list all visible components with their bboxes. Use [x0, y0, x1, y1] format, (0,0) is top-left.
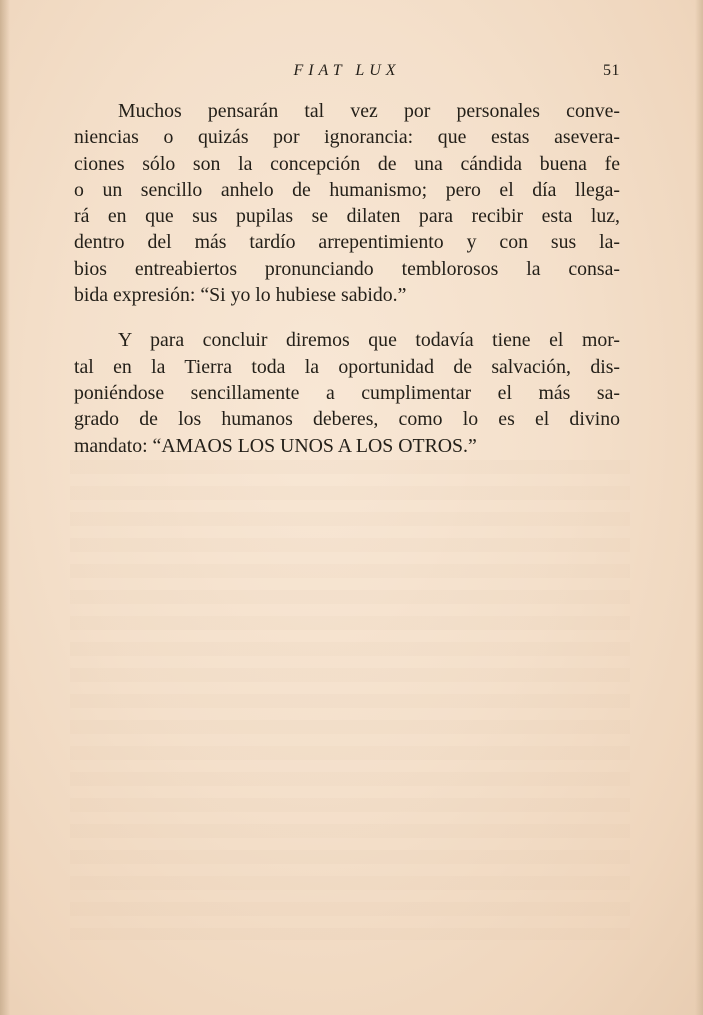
text-line: tal en la Tierra toda la oportunidad de salvación, dis-: [74, 355, 620, 378]
text-line: dentro del más tardío arrepentimiento y con sus la-: [74, 231, 620, 254]
bleed-through-texture: [70, 460, 630, 940]
text-line: niencias o quizás por ignorancia: que estas asevera-: [74, 126, 620, 149]
paragraph-spacer: [74, 308, 620, 327]
page-right-edge: [695, 0, 703, 1015]
text-line: bios entreabiertos pronunciando temblorosos la consa-: [74, 257, 620, 280]
text-line: Y para concluir diremos que todavía tiene el mor-: [118, 329, 620, 352]
page-number: 51: [603, 62, 620, 79]
text-line: ciones sólo son la concepción de una cándida buena fe: [74, 152, 620, 175]
text-line: o un sencillo anhelo de humanismo; pero el día llega-: [74, 178, 620, 201]
text-line: bida expresión: “Si yo lo hubiese sabido.”: [74, 284, 407, 307]
page-left-edge: [0, 0, 10, 1015]
body-text: [74, 98, 620, 459]
running-header: [74, 62, 620, 84]
paragraph-1: [74, 98, 620, 308]
text-line: mandato: “AMAOS LOS UNOS A LOS OTROS.”: [74, 434, 477, 457]
text-line: grado de los humanos deberes, como lo es el divino: [74, 408, 620, 431]
text-line: rá en que sus pupilas se dilaten para recibir esta luz,: [74, 205, 620, 228]
text-line: poniéndose sencillamente a cumplimentar el más sa-: [74, 381, 620, 404]
running-title: FIAT LUX: [293, 62, 401, 79]
paragraph-2: [74, 327, 620, 458]
text-line: Muchos pensarán tal vez por personales conve-: [118, 100, 620, 122]
